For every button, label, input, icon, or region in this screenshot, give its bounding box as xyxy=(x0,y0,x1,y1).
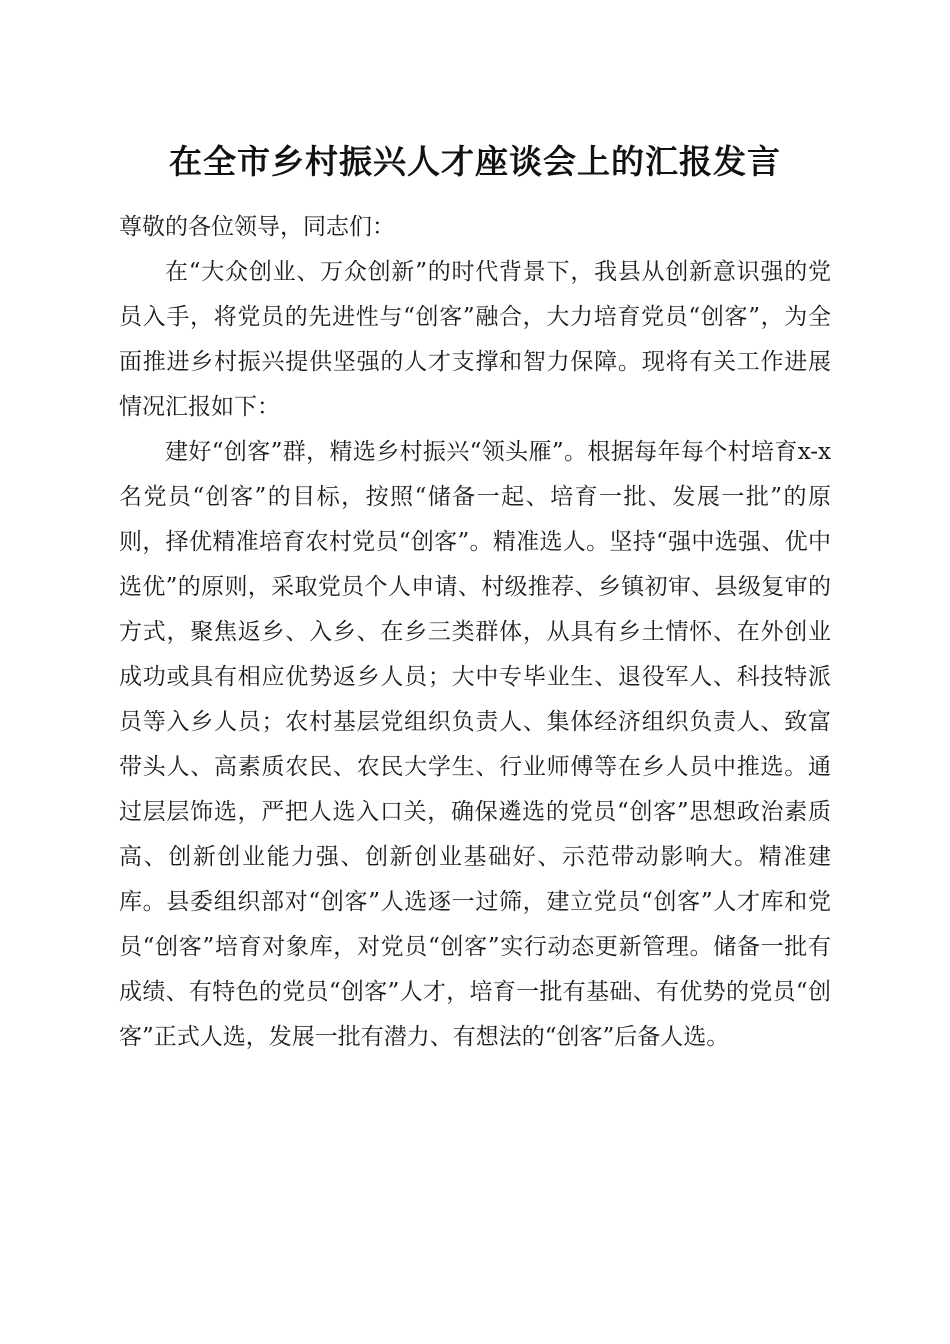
paragraph-maker-group: 建好“创客”群，精选乡村振兴“领头雁”。根据每年每个村培育x-x名党员“创客”的目标，按照“储备一起、培育一批、发展一批”的原则，择优精准培育农村党员“创客”。精准选人。坚持“强中选强、优中选优”的原则，采取党员个人申请、村级推荐、乡镇初审、县级复审的方式，聚焦返乡、入乡、在乡三类群体，从具有乡土情怀、在外创业成功或具有相应优势返乡人员；大中专毕业生、退役军人、科技特派员等入乡人员；农村基层党组织负责人、集体经济组织负责人、致富带头人、高素质农民、农民大学生、行业师傅等在乡人员中推选。通过层层饰选，严把人选入口关，确保遴选的党员“创客”思想政治素质高、创新创业能力强、创新创业基础好、示范带动影响大。精准建库。县委组织部对“创客”人选逐一过筛，建立党员“创客”人才库和党员“创客”培育对象库，对党员“创客”实行动态更新管理。储备一批有成绩、有特色的党员“创客”人才，培育一批有基础、有优势的党员“创客”正式人选，发展一批有潜力、有想法的“创客”后备人选。 xyxy=(119,439,831,1050)
document-body xyxy=(119,205,831,1060)
paragraph-intro: 在“大众创业、万众创新”的时代背景下，我县从创新意识强的党员入手，将党员的先进性与“创客”融合，大力培育党员“创客”，为全面推进乡村振兴提供坚强的人才支撑和智力保障。现将有关工作进展情况汇报如下： xyxy=(119,259,831,420)
salutation: 尊敬的各位领导，同志们： xyxy=(119,214,395,240)
document-title: 在全市乡村振兴人才座谈会上的汇报发言 xyxy=(169,142,781,181)
